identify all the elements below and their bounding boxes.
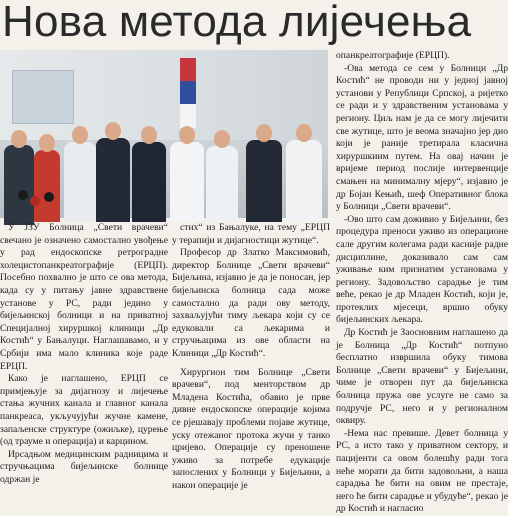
paragraph: Ирсадњом медицинским радницима и стручњацима бијељинске болнице одржан је bbox=[0, 448, 168, 485]
paragraph: Како је наглашено, ЕРЦП се примјењује за дијагнозу и лијечење стања жучних канала и главног канала панкреаса, укључујући жучне камене, запаљенске структуре (ожиљке), цурење (од трауме и операција) и карцином. bbox=[0, 373, 168, 448]
person bbox=[96, 138, 130, 222]
person-head bbox=[105, 122, 121, 140]
person-head bbox=[256, 124, 272, 142]
photo-banner bbox=[12, 70, 74, 124]
article-photo bbox=[0, 50, 328, 218]
paragraph: -Нема нас превише. Девет болница у РС, а исто тако у приватном сектору, и пацијенти са овом болешћу ради тога неће морати да бити задовољни, а наша сарадња ће бити на овим не престаје, него ће бити сарадње и убудуће“, рекао је др Костић и нагласио bbox=[336, 427, 508, 515]
person-head bbox=[72, 126, 88, 144]
microphone-icon bbox=[30, 196, 40, 206]
flag-icon bbox=[180, 58, 196, 128]
person bbox=[246, 140, 282, 222]
microphone-icon bbox=[44, 192, 54, 202]
person bbox=[34, 150, 60, 222]
article-column-right bbox=[336, 50, 508, 515]
person bbox=[286, 140, 322, 222]
paragraph: Хирургион тим Болнице „Свети врачеви“, под менторством др Младена Костића, обавио је прве дивне ендоскопске операције којима се рјешавају проблеми појаве жутице, уску отежаног протока жучи у танко цријево. Операције су преношене уживо за потребе едукације запослених у Болници у Бијељини, а након операције је bbox=[172, 366, 330, 491]
article-column-middle bbox=[172, 222, 330, 491]
article-column-left bbox=[0, 222, 168, 485]
paragraph: стих“ из Бањалуке, на тему „ЕРЦП у терапији и дијагностици жутице“. bbox=[172, 222, 330, 246]
paragraph: -Ово што сам доживио у Бијељини, без процедура преноси уживо из операционе сале другим колегама ради касније радне дисциплине, доказивало сам сам уживање ким признатим установама у региону. Задовољство сарадње је тим веће, рекао је др Младен Костић, који је, протеклих мјесеци, вршио обуку бијељинских љекара. bbox=[336, 213, 508, 326]
person-head bbox=[214, 130, 230, 148]
person-head bbox=[179, 126, 195, 144]
microphone-icon bbox=[18, 190, 28, 200]
person-head bbox=[39, 134, 55, 152]
person bbox=[206, 146, 238, 222]
headline: Нова метода лијечења bbox=[2, 0, 472, 46]
person bbox=[4, 145, 34, 225]
paragraph: -Ова метода се сем у Болници „Др Костић“ не проводи ни у једној јавној установи у Републици Српској, а ријетко се ради и у здравственим установама у региону. Циљ нам је да се могу лијечити све жутице, што је веома значајно јер дио који је раније третирала класична хируршкиим путем. На овај начин је вријеме период послије интервенције смањен на минималну мјеру“, изјавио је др Бојан Кењић, шеф Оперативног блока у Болници „Свети врачеви“. bbox=[336, 62, 508, 213]
person bbox=[132, 142, 166, 222]
paragraph: У ЈЗУ Болница „Свети врачеви“ свечано је означено самостално увођење у рад ендоскопске ретроградне холецистопанкреатографије (ЕРЦП). Посебно похвално је што се ова метода, када су у питању јавне здравствене установе у РС, ради једино у бијељинској болници и на приватној Специјалној хируршкој клиници „Др Костић“ у Бањалуци. Наглашавамо, и у Србији има мало клиника које раде ЕРЦП. bbox=[0, 222, 168, 372]
paragraph: Професор др Златко Максимовић, директор Болнице „Свети врачеви“ Бијељина, изјавио је да је поносан, јер бијељинска болница сада може самостално да ради ову методу, захваљујући тиму љекара који су се едуковали са љекарима и стручњацима из ове области на Клиници „Др Костић“. bbox=[172, 247, 330, 359]
paragraph: опанкреатографије (ЕРЦП). bbox=[336, 50, 450, 61]
paragraph: Др Костић је Заосновним наглашено да је Болница „Др Костић“ потпуно бесплатно извршила обуку тимова Болнице „Свети врачеви“ у Бијељини, чиме је отворен пут да бијељинска болница пружа ове услуге не само за подручје РС, него и у регионалном оквиру. bbox=[336, 327, 508, 427]
person-head bbox=[141, 126, 157, 144]
person-head bbox=[296, 124, 312, 142]
person bbox=[64, 142, 96, 222]
person bbox=[170, 142, 204, 222]
person-head bbox=[11, 130, 27, 148]
